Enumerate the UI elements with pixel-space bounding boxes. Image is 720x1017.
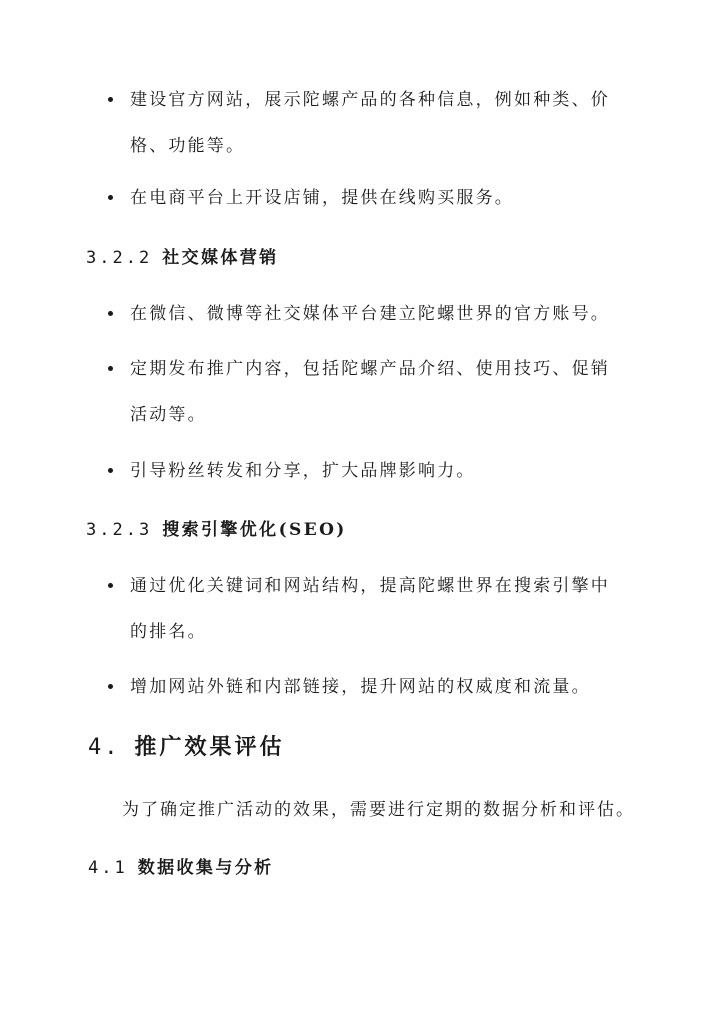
list-item-text: 在微信、微博等社交媒体平台建立陀螺世界的官方账号。 bbox=[130, 304, 610, 324]
list-item-text: 引导粉丝转发和分享，扩大品牌影响力。 bbox=[130, 461, 476, 481]
list-item bbox=[104, 664, 624, 710]
section-heading-3-2-2 bbox=[86, 243, 279, 268]
list-item-text: 通过优化关键词和网站结构，提高陀螺世界在搜索引擎中的排名。 bbox=[130, 576, 610, 642]
bullet-icon bbox=[108, 97, 113, 102]
bullet-icon bbox=[108, 195, 113, 200]
bullet-icon bbox=[108, 311, 113, 316]
bullet-icon bbox=[108, 366, 113, 371]
section-title: 搜索引擎优化(SEO) bbox=[162, 520, 347, 540]
list-item bbox=[104, 563, 624, 655]
section-number: 4.1 bbox=[88, 858, 128, 878]
bullet-icon bbox=[108, 468, 113, 473]
section-heading-3-2-3 bbox=[86, 515, 347, 540]
bullet-icon bbox=[108, 583, 113, 588]
bullet-icon bbox=[108, 684, 113, 689]
section-title: 社交媒体营销 bbox=[162, 248, 279, 268]
paragraph: 为了确定推广活动的效果，需要进行定期的数据分析和评估。 bbox=[122, 800, 635, 820]
section-heading-4 bbox=[88, 730, 285, 761]
list-item bbox=[104, 77, 624, 169]
section-number: 4. bbox=[88, 735, 121, 760]
section-number: 3.2.3 bbox=[86, 520, 153, 540]
list-item bbox=[104, 291, 624, 337]
section-heading-4-1 bbox=[88, 853, 274, 878]
section-number: 3.2.2 bbox=[86, 248, 153, 268]
section-title: 推广效果评估 bbox=[134, 734, 285, 760]
list-item-text: 在电商平台上开设店铺，提供在线购买服务。 bbox=[130, 188, 514, 208]
section-title: 数据收集与分析 bbox=[137, 858, 274, 878]
list-item bbox=[104, 448, 624, 494]
list-item-text: 建设官方网站，展示陀螺产品的各种信息，例如种类、价格、功能等。 bbox=[130, 90, 610, 156]
list-item bbox=[104, 175, 624, 221]
list-item-text: 增加网站外链和内部链接，提升网站的权威度和流量。 bbox=[130, 677, 591, 697]
list-item bbox=[104, 346, 624, 438]
list-item-text: 定期发布推广内容，包括陀螺产品介绍、使用技巧、促销活动等。 bbox=[130, 359, 610, 425]
